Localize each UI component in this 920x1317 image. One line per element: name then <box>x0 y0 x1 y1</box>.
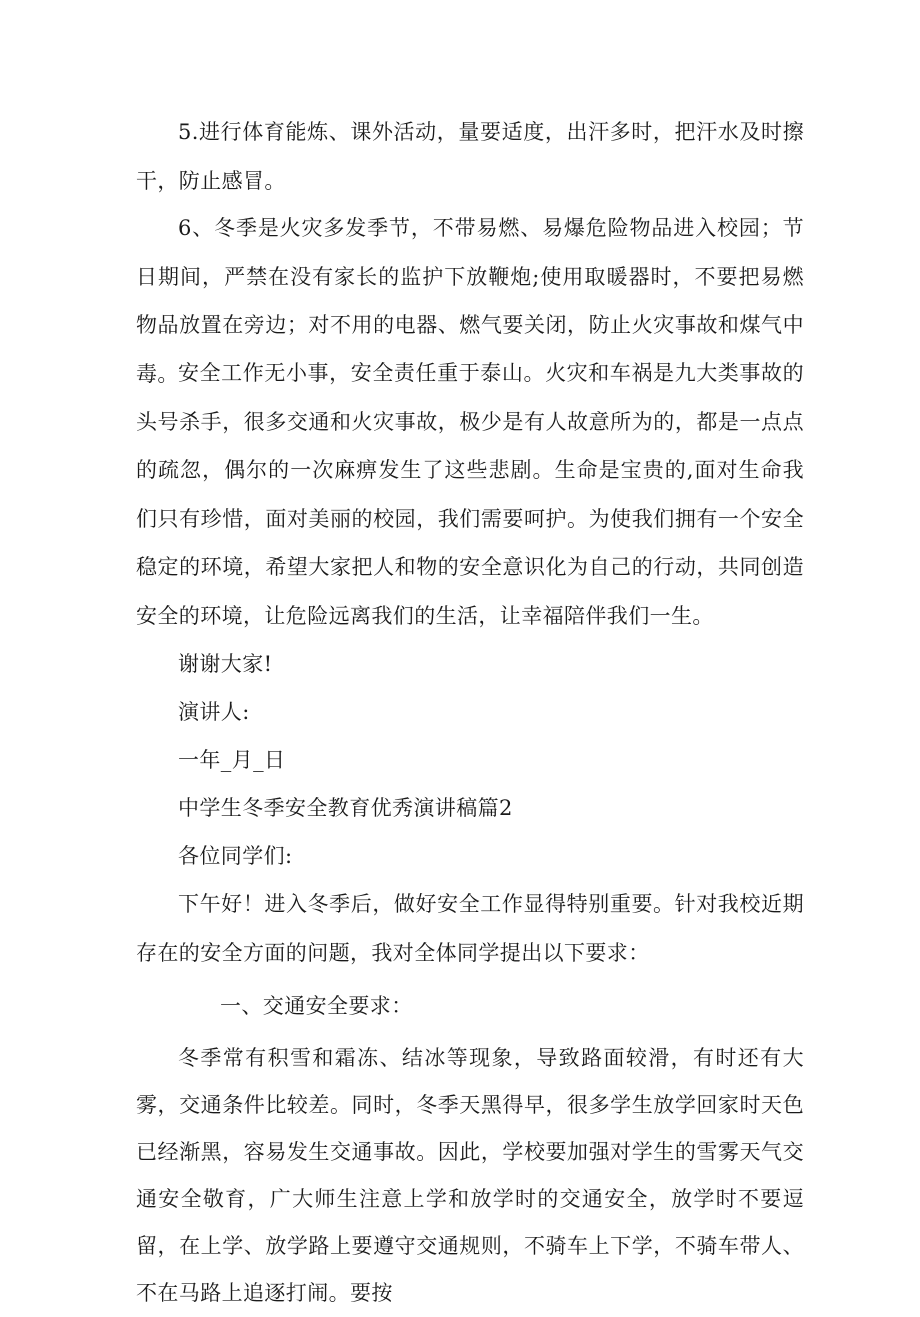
paragraph-intro: 下午好！进入冬季后，做好安全工作显得特别重要。针对我校近期存在的安全方面的问题，我对全体同学提出以下要求： <box>136 892 804 965</box>
paragraph-traffic: 冬季常有积雪和霜冻、结冰等现象，导致路面较滑，有时还有大雾，交通条件比较差。同时，冬季天黑得早，很多学生放学回家时天色已经渐黑，容易发生交通事故。因此，学校要加强对学生的雪雾天气交通安全敬育，广大师生注意上学和放学时的交通安全，放学时不要逗留，在上学、放学路上要遵守交通规则，不骑车上下学，不骑车带人、不在马路上追逐打闹。要按 <box>136 1046 804 1305</box>
speaker-label: 演讲人: <box>178 700 250 724</box>
section-title: 中学生冬季安全教育优秀演讲稿篇2 <box>178 796 513 820</box>
paragraph-item-5: 5.进行体育能炼、课外活动，量要适度，出汗多时，把汗水及时擦干，防止感冒。 <box>136 120 804 193</box>
paragraph-item-6: 6、冬季是火灾多发季节，不带易燃、易爆危险物品进入校园；节日期间，严禁在没有家长的监护下放鞭炮;使用取暖器时，不要把易燃物品放置在旁边；对不用的电器、燃气要关闭，防止火灾事故和煤气中毒。 <box>136 216 804 386</box>
paragraph-safety: 安全工作无小事，安全责任重于泰山。火灾和车祸是九大类事故的头号杀手，很多交通和火灾事故，极少是有人故意所为的，都是一点点的疏忽，偶尔的一次麻痹发生了这些悲剧。生命是宝贵的,面对生命我们只有珍惜，面对美丽的校园，我们需要呵护。为使我们拥有一个安全稳定的环境，希望大家把人和物的安全意识化为自己的行动，共同创造安全的环境，让危险远离我们的生活，让幸福陪伴我们一生。 <box>136 361 804 628</box>
subheading-traffic: 一、交通安全要求： <box>220 994 413 1018</box>
closing-thanks: 谢谢大家! <box>178 652 273 676</box>
greeting: 各位同学们: <box>178 844 293 868</box>
date-line: 一年_月_日 <box>178 748 286 772</box>
